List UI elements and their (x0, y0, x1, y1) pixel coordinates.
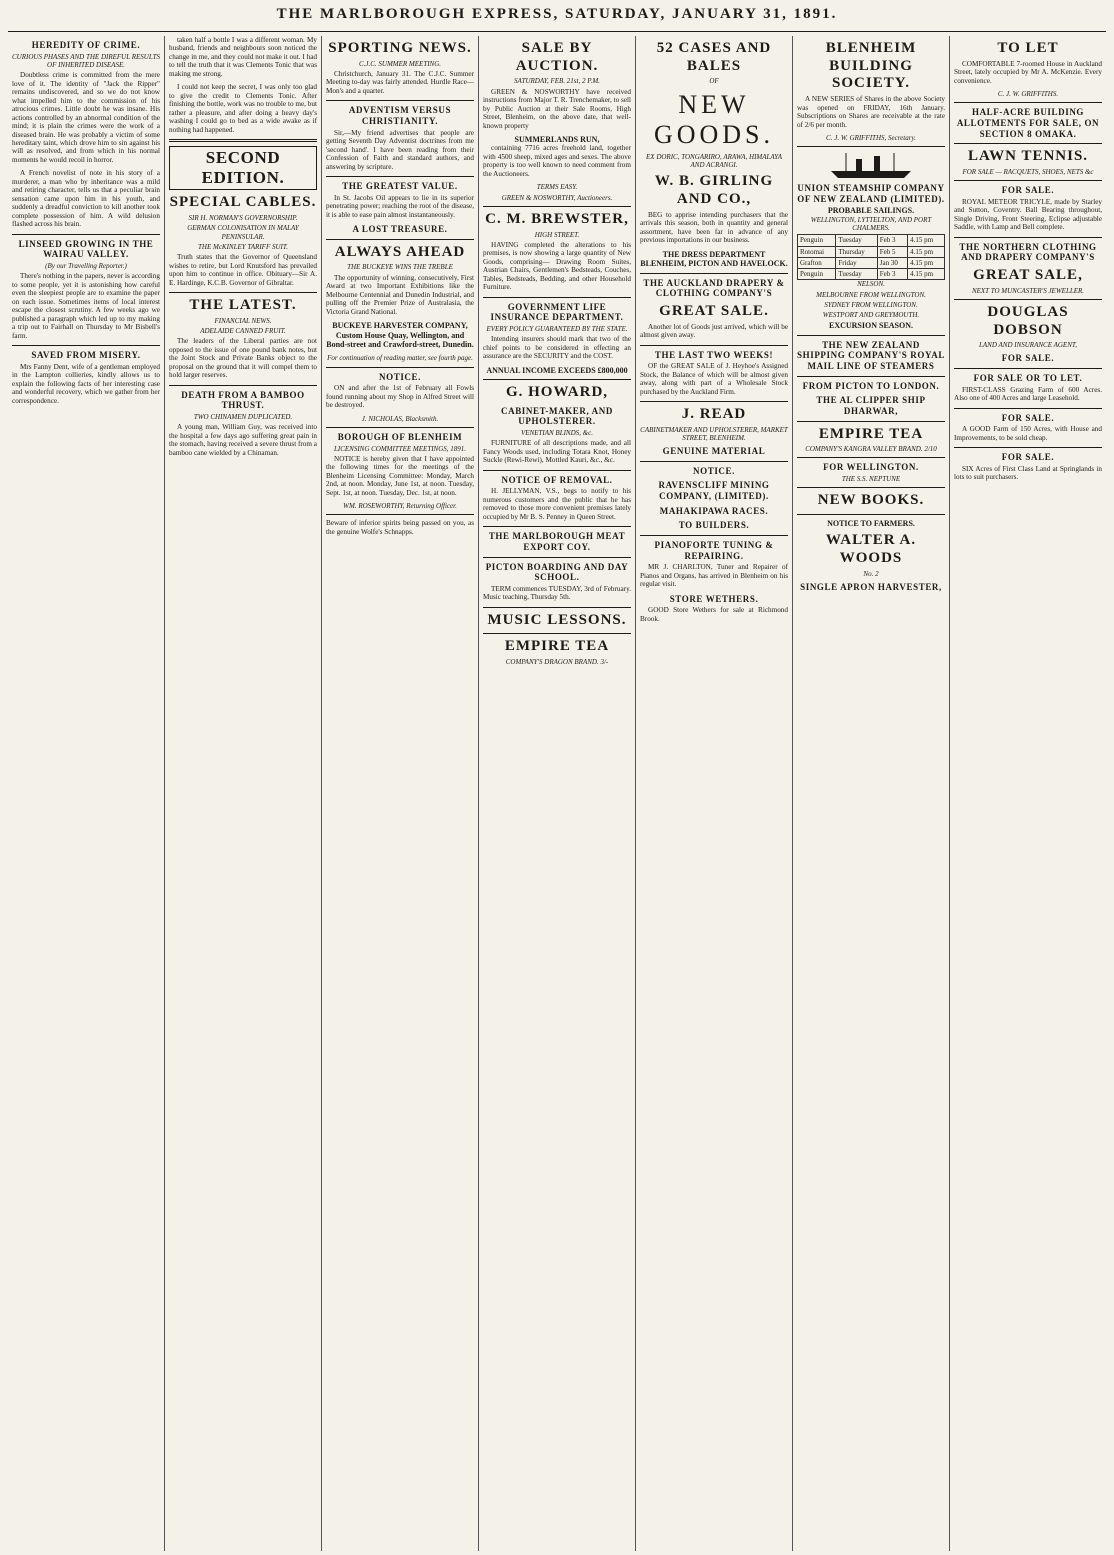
heading: TO LET (997, 40, 1059, 56)
heading: W. B. GIRLING AND CO., (654, 173, 774, 208)
sailing-schedule (797, 234, 945, 280)
heading: THE AL CLIPPER SHIP DHARWAR, (816, 395, 926, 416)
heading: GOVERNMENT LIFE INSURANCE DEPARTMENT. (490, 301, 624, 323)
column-grid (8, 36, 1106, 1551)
paragraph: The opportunity of winning, consecutively, First Award at two Important Exhibitions like the Melbourne Centennial and Dunedin Industrial, and pulling off the Premier Prize of Australasia, the Victoria Grand National. (326, 273, 474, 316)
paragraph: NOTICE is hereby given that I have appointed the following times for the meetings of the Blenheim Licensing Committee: Monday, March 2nd, at noon. Monday, June 1st, at noon. Tuesday, Sept. 1st, at noon. Tuesday, Dec. 1st, at noon. (326, 454, 474, 497)
divider (954, 299, 1102, 300)
signature: C. J. W. GRIFFITHS. (997, 90, 1059, 99)
heading: THE NEW ZEALAND SHIPPING COMPANY'S ROYAL MAIL LINE OF STEAMERS (797, 339, 945, 372)
table-cell: Jan 30 (877, 257, 907, 268)
divider (640, 535, 788, 536)
heading: THE GREATEST VALUE. (342, 181, 458, 192)
heading: ALWAYS AHEAD (334, 243, 466, 260)
heading: NOTICE OF REMOVAL. (501, 474, 613, 485)
heading: THE NORTHERN CLOTHING AND DRAPERY COMPANY'S (959, 241, 1097, 263)
paragraph: Another lot of Goods just arrived, which will be almost given away. (640, 322, 788, 340)
divider (326, 239, 474, 240)
divider (326, 100, 474, 101)
table-cell: Thursday (836, 246, 877, 257)
divider (954, 408, 1102, 409)
divider (640, 461, 788, 462)
masthead: THE MARLBOROUGH EXPRESS, SATURDAY, JANUARY 31, 1891. (8, 6, 1106, 32)
heading: EMPIRE TEA (504, 638, 610, 655)
subheading: FINANCIAL NEWS. (214, 316, 272, 325)
divider (326, 427, 474, 428)
heading: EMPIRE TEA (818, 425, 924, 442)
heading: ADVENTISM VERSUS CHRISTIANITY. (348, 105, 452, 126)
subheading: VENETIAN BLINDS, &c. (521, 429, 593, 438)
divider (483, 607, 631, 608)
table-cell: 4.15 pm (908, 246, 945, 257)
heading: SALE BY AUCTION. (515, 40, 599, 74)
paragraph: Christchurch, January 31. The C.J.C. Summer Meeting to-day was fairly attended. Hurdle Race—Mon's and a quarter. (326, 69, 474, 95)
divider (169, 385, 317, 386)
paragraph: Doubtless crime is committed from the mere love of it. The identity of "Jack the Ripper" remains undiscovered, and so we do not know what impelled him to the commission of his atrocious crimes. Little doubt he was insane. His actions controlled by an abnormal condition of the mind; it is plain the crimes were the work of a diseased brain. He was probably a victim of some hereditary taint, which drove him to sin against his will as resolved, and from which in his normal moments he would recoil in horror. (12, 71, 160, 164)
table-cell: Feb 3 (877, 269, 907, 280)
subheading: C.J.C. SUMMER MEETING. (358, 59, 442, 68)
subheading: TWO CHINAMEN DUPLICATED. (193, 412, 293, 421)
table-cell: Friday (836, 257, 877, 268)
subheading: GERMAN COLONISATION IN MALAY PENINSULAR. (187, 224, 299, 241)
heading: NOTICE. (693, 465, 735, 476)
subheading: BLENHEIM, PICTON AND HAVELOCK. (640, 259, 788, 269)
edition-banner: SECOND EDITION. (169, 146, 317, 190)
divider (954, 180, 1102, 181)
paragraph: Sir,—My friend advertises that people are getting Seventh Day Adventist doctrines from me 'second hand'. I have been reading from their Confession of Faith and standard authors, and answering by scripture. (326, 128, 474, 171)
divider (326, 514, 474, 515)
paragraph: Truth states that the Governor of Queensland wishes to retire, but Lord Knutsford has prevailed upon him to continue in office. Obituary—Sir A. E. Hardinge, K.C.B. Governor of Gibraltar. (169, 253, 317, 287)
heading: C. M. BREWSTER, (485, 210, 629, 227)
paragraph: BEG to apprise intending purchasers that the arrivals this season, both in quantity and general assortment, have been far in advance of any previous importations in our business. (640, 210, 788, 245)
heading-new-goods: NEW GOODS. (653, 89, 775, 150)
divider (797, 514, 945, 515)
table-cell: Tuesday (836, 235, 877, 246)
divider (483, 206, 631, 207)
heading: FROM PICTON TO LONDON. (802, 380, 940, 391)
heading: SAVED FROM MISERY. (31, 350, 141, 361)
heading: TO BUILDERS. (678, 520, 750, 531)
subheading: OF (709, 77, 719, 86)
divider (797, 146, 945, 147)
column-7 (950, 36, 1106, 1551)
paragraph: There's nothing in the papers, never is according to some people, yet it is astonishing how careful even the sleepiest people are to examine the paper on each issue. Sometimes items of local interest escape the closest scrutiny. A few weeks ago we published a paragraph which led up to my making a trip out to Fairhall on Thursday to Mr Bisbell's farm. (12, 272, 160, 340)
table-cell: 4.15 pm (908, 269, 945, 280)
column-2 (165, 36, 322, 1551)
subheading: SIR H. NORMAN'S GOVERNORSHIP. (188, 214, 298, 223)
divider (640, 345, 788, 346)
paragraph: containing 7716 acres freehold land, together with 4500 sheep, mixed ages and sexes. The above property is too well known to need comment from the Auctioneers. (483, 144, 631, 178)
subheading: THE S.S. NEPTUNE (841, 475, 901, 484)
subheading: LICENSING COMMITTEE MEETINGS, 1891. (333, 444, 467, 453)
subheading: SATURDAY, FEB. 21st, 2 P.M. (514, 77, 600, 86)
heading: DEATH FROM A BAMBOO THRUST. (181, 389, 305, 411)
divider (483, 526, 631, 527)
continuation-note: For continuation of reading matter, see fourth page. (327, 354, 473, 363)
paragraph: ON and after the 1st of February all Fowls found running about my Shop in Alfred Street will be destroyed. (326, 384, 474, 410)
paragraph: Intending insurers should mark that two of the chief points to be considered in effecting an assurance are the SECURITY and the COST. (483, 335, 631, 361)
paragraph: FURNITURE of all descriptions made, and all Fancy Woods used, including Totara Knot, Honey Suckle (Rewi-Rewi), Mottled Kauri, &c., &c. (483, 439, 631, 465)
heading: MAHAKIPAWA RACES. (659, 505, 769, 516)
table-cell: Rotomai (798, 246, 836, 257)
subheading: COMPANY'S DRAGON BRAND. 3/- (505, 658, 609, 667)
heading: LAWN TENNIS. (967, 148, 1089, 165)
heading: BOROUGH OF BLENHEIM (337, 431, 463, 442)
subheading: THE McKINLEY TARIFF SUIT. (198, 242, 288, 251)
paragraph: H. JELLYMAN, V.S., begs to notify to his numerous customers and the public that he has removed to those more convenient premises lately occupied by Mr B. S. Penney in Queen Street. (483, 487, 631, 521)
paragraph: A GOOD Farm of 150 Acres, with House and Improvements, to be sold cheap. (954, 425, 1102, 442)
divider (954, 368, 1102, 369)
divider (483, 557, 631, 558)
subheading: ADELAIDE CANNED FRUIT. (200, 326, 286, 335)
divider (483, 297, 631, 298)
subheading: WELLINGTON, LYTTELTON, AND PORT CHALMERS. (810, 215, 932, 233)
heading: FOR SALE. (1001, 185, 1055, 196)
column-5 (636, 36, 793, 1551)
column-3 (322, 36, 479, 1551)
heading: FOR WELLINGTON. (823, 462, 919, 473)
heading: HALF-ACRE BUILDING ALLOTMENTS FOR SALE, ON SECTION 8 OMAKA. (956, 107, 1100, 139)
divider (483, 633, 631, 634)
subheading: NEXT TO MUNCASTER'S JEWELLER. (971, 286, 1085, 295)
paragraph: In St. Jacobs Oil appears to lie in its superior penetrating power; reaching the root of the disease, it is able to ease pain almost instantaneously. (326, 193, 474, 219)
subheading: THE DRESS DEPARTMENT (662, 249, 766, 259)
paragraph: GOOD Store Wethers for sale at Richmond Brook. (640, 606, 788, 623)
heading: J. READ (681, 406, 747, 423)
paragraph: taken half a bottle I was a different woman. My husband, friends and neighbours soon noticed the change in me, and they could not make it out. I had to tell the truth that it was Clements Tonic that was making me strong. (169, 36, 317, 78)
divider (797, 457, 945, 458)
paragraph: OF the GREAT SALE of J. Heyhoe's Assigned Stock, the Balance of which will be almost given away, along with part of a Wholesale Stock purchased by the Auckland Firm. (640, 362, 788, 396)
paragraph: GREEN & NOSWORTHY have received instructions from Major T. R. Trenchemaker, to sell by Public Auction at their Sale Rooms, High Street, Blenheim, on the above date, that well-known property (483, 87, 631, 130)
paragraph: COMFORTABLE 7-roomed House in Auckland Street, lately occupied by Mr A. McKenzie. Every convenience. (954, 59, 1102, 85)
column-6 (793, 36, 950, 1551)
heading: FOR SALE. (1001, 353, 1055, 364)
heading: A LOST TREASURE. (352, 224, 448, 235)
column-4 (479, 36, 636, 1551)
paragraph: SIX Acres of First Class Land at Springlands in lots to suit purchasers. (954, 464, 1102, 482)
signature: J. NICHOLAS, Blacksmith. (361, 414, 439, 423)
paragraph: A French novelist of note in his story of a murderer, a man who by inheritance was a mild and retiring character, tells us that a peculiar brain sensation came upon him in his youth, and suddenly a dreadful conviction to kill another took complete possession of him. A wild delusion flashed across his brain. (12, 169, 160, 229)
divider (169, 139, 317, 142)
heading: FOR SALE OR TO LET. (973, 373, 1083, 384)
subheading: No. 2 (863, 569, 879, 578)
subheading: NOTICE TO FARMERS. (827, 518, 915, 528)
signature: WM. ROSEWORTHY, Returning Officer. (343, 502, 457, 511)
subheading: FOR SALE — RACQUETS, SHOES, NETS &c (962, 167, 1094, 176)
paragraph: I could not keep the secret, I was only too glad to give the credit to Clements Tonic. After finishing the bottle, work was no trouble to me, but rather a pleasure, and after doing a heavy day's washing I could go to bed as a wide awake as if nothing had happened. (169, 83, 317, 134)
divider (12, 234, 160, 235)
paragraph: FIRST-CLASS Grazing Farm of 600 Acres. Also one of 400 Acres and large Leasehold. (954, 385, 1102, 403)
table-cell: Grafton (798, 257, 836, 268)
table-cell: Tuesday (836, 269, 877, 280)
heading: HEREDITY OF CRIME. (31, 40, 141, 50)
heading: UNION STEAMSHIP COMPANY OF NEW ZEALAND (LIMITED). (797, 183, 945, 204)
divider (326, 367, 474, 368)
agent-address: BUCKEYE HARVESTER COMPANY, Custom House Quay, Wellington, and Bond-street and Crawford-street, Dunedin. (326, 321, 474, 349)
paragraph: A NEW SERIES of Shares in the above Society was opened on FRIDAY, 16th January. Subscriptions on Shares are receivable at the rate of 2/6 per month. (797, 95, 945, 129)
steamship-icon (826, 151, 916, 179)
table-cell: Feb 3 (877, 235, 907, 246)
divider (326, 176, 474, 177)
heading: MUSIC LESSONS. (487, 611, 627, 628)
divider (12, 345, 160, 346)
table-cell: 4.15 pm (908, 257, 945, 268)
heading: FOR SALE. (1001, 452, 1055, 463)
paragraph: The leaders of the Liberal parties are not opposed to the issue of one pound bank notes, but the Joint Stock and Private Banks object to the proposal on the ground that it will compel them to hold larger reserves. (169, 337, 317, 380)
heading: BLENHEIM BUILDING SOCIETY. (825, 40, 917, 92)
heading: 52 CASES AND BALES (656, 40, 772, 74)
heading: SINGLE APRON HARVESTER, (800, 582, 942, 593)
subheading: COMPANY'S KANGRA VALLEY BRAND. 2/10 (805, 445, 937, 454)
divider (797, 335, 945, 336)
divider (954, 237, 1102, 238)
table-cell: Feb 5 (877, 246, 907, 257)
paragraph: MR J. CHARLTON, Tuner and Repairer of Pianos and Organs, has arrived in Blenheim on his regular visit. (640, 563, 788, 589)
signature: C. J. W. GRIFFITHS, Secretary. (826, 134, 916, 142)
table-cell: Penguin (798, 269, 836, 280)
subheading: WESTPORT AND GREYMOUTH. (822, 311, 920, 320)
subheading: EX DORIC, TONGARIRO, ARAWA, HIMALAYA AND ACRANGI. (646, 152, 782, 170)
subheading: THE BUCKEYE WINS THE TREBLE (347, 263, 453, 272)
heading: SPORTING NEWS. (328, 40, 472, 56)
divider (797, 376, 945, 377)
heading: GREAT SALE. (659, 302, 769, 319)
table-cell: Penguin (798, 235, 836, 246)
heading: WALTER A. WOODS (825, 532, 917, 567)
heading: FOR SALE. (1001, 412, 1055, 423)
divider (797, 487, 945, 488)
heading: STORE WETHERS. (669, 593, 759, 604)
divider (169, 292, 317, 293)
subheading: MELBOURNE FROM WELLINGTON. (816, 290, 926, 299)
heading: PIANOFORTE TUNING & REPAIRING. (654, 539, 774, 561)
heading: NEW BOOKS. (817, 492, 925, 509)
subheading: SUMMERLANDS RUN, (514, 135, 600, 145)
subheading: EXCURSION SEASON. (828, 321, 914, 331)
subheading: PROBABLE SAILINGS. (827, 206, 915, 216)
paragraph: Mrs Fanny Dent, wife of a gentleman employed in the Lampton collieries, kindly allows us to explain the following facts of her interesting case and wonderful recovery, which we gather from her correspondence. (12, 362, 160, 405)
footer-note: Beware of inferior spirits being passed on you, as the genuine Wolfe's Schnapps. (326, 519, 474, 536)
paragraph: A young man, William Guy, was received into the hospital a few days ago suffering great pain in the stomach, having received a severe thrust from a bamboo cane wielded by a Chinaman. (169, 423, 317, 457)
subheading: TERMS EASY. (536, 183, 578, 192)
subheading: LAND AND INSURANCE AGENT, (978, 341, 1077, 350)
subheading: CABINETMAKER AND UPHOLSTERER, MARKET STREET, BLENHEIM. (640, 425, 788, 443)
heading: PICTON BOARDING AND DAY SCHOOL. (485, 561, 629, 583)
table-row (798, 269, 945, 280)
heading: THE LAST TWO WEEKS! (654, 349, 774, 360)
heading: DOUGLAS DOBSON (987, 303, 1069, 338)
subheading: NELSON. (857, 280, 885, 289)
heading: THE MARLBOROUGH MEAT EXPORT COY. (488, 531, 626, 552)
heading: G. HOWARD, (505, 384, 609, 401)
heading: CABINET-MAKER, AND UPHOLSTERER. (501, 405, 613, 427)
subheading: HIGH STREET. (534, 230, 580, 239)
paragraph: HAVING completed the alterations to his premises, is now showing a large quantity of New Goods, comprising— Drawing Room Suites, Austrian Chairs, Gentlemen's Bedsteads, Couches, Tables, Bedsteads, Bedding, and other Household Furniture. (483, 240, 631, 292)
subheading: THE AUCKLAND DRAPERY & CLOTHING COMPANY'S (643, 277, 785, 299)
table-row (798, 246, 945, 257)
heading: RAVENSCLIFF MINING COMPANY, (LIMITED). (658, 480, 770, 502)
divider (640, 401, 788, 402)
divider (954, 447, 1102, 448)
divider (954, 102, 1102, 103)
paragraph: TERM commences TUESDAY, 3rd of February. Music teaching, Thursday 5th. (483, 584, 631, 602)
heading: GENUINE MATERIAL (662, 446, 766, 457)
divider (797, 421, 945, 422)
divider (954, 143, 1102, 144)
heading: SPECIAL CABLES. (169, 194, 317, 211)
heading: NOTICE. (379, 371, 421, 382)
subheading: SYDNEY FROM WELLINGTON. (824, 300, 918, 309)
subheading: CURIOUS PHASES AND THE DIREFUL RESULTS OF INHERITED DISEASE. (12, 52, 160, 69)
divider (483, 470, 631, 471)
signature: GREEN & NOSWORTHY, Auctioneers. (501, 193, 613, 202)
subheading: ANNUAL INCOME EXCEEDS £800,000 (486, 365, 628, 375)
table-row (798, 235, 945, 246)
subheading: (By our Travelling Reporter.) (45, 262, 127, 271)
heading: GREAT SALE, (973, 266, 1083, 283)
table-row (798, 257, 945, 268)
heading: LINSEED GROWING IN THE WAIRAU VALLEY. (18, 238, 154, 260)
heading: THE LATEST. (189, 297, 297, 314)
paragraph: ROYAL METEOR TRICYLE, made by Starley and Sutton, Coventry. Ball Bearing throughout, Single Driving, Front Steering, Eclipse adjustable Saddle, with Lamp and Bell complete. (954, 197, 1102, 232)
subheading: EVERY POLICY GUARANTEED BY THE STATE. (486, 324, 628, 333)
divider (483, 379, 631, 380)
column-1 (8, 36, 165, 1551)
table-cell: 4.15 pm (908, 235, 945, 246)
divider (640, 273, 788, 274)
